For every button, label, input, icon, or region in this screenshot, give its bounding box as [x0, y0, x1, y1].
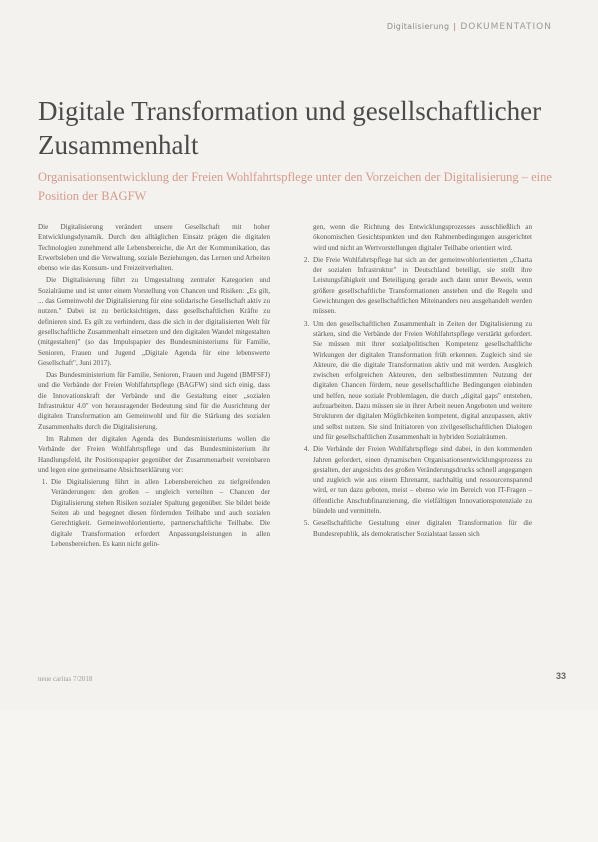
footer-journal: neue caritas 7/2018: [38, 675, 93, 683]
list-continuation: [300, 222, 532, 253]
paragraph: Das Bundesministerium für Familie, Senioren, Frauen und Jugend (BMFSFJ) und die Verbände der Freien Wohlfahrtspflege (BAGFW) sind sich einig, dass die Innovationskraft der Verbände und die Gestaltung einer „sozialen Infrastruktur 4.0" von herausragender Bedeutung sind für die Ausrichtung der digitalen Transformation am Gemeinwohl und für die Stärkung des sozialen Zusammenhalts durch die Digitalisierung.: [38, 371, 270, 431]
list-item: 2. Die Freie Wohlfahrtspflege hat sich an der gemeinwohlorientierten „Charta der sozialen Infrastruktur" in Deutschland beteiligt, sie stellt ihre Leistungsfähigkeit und Beteiligung gerade auch dann unter Beweis, wenn größere gesellschaftliche Transformationen anstehen und die Regeln und Gewichtungen des gesellschaftlichen Miteinanders neu ausgehandelt werden müssen.: [311, 255, 532, 317]
list-item: 3. Um den gesellschaftlichen Zusammenhalt in Zeiten der Digitalisierung zu stärken, sind die Verbände der Freien Wohlfahrtspflege verstärkt gefordert. Sie müssen mit ihrer sozialpolitischen Kompetenz gesellschaftliche Wirkungen der digitalen Transformation früh erkennen. Zugleich sind sie Akteure, die die digitale Transformation aktiv und mit werden. Ausgleich zwischen erfolgreichen Akteuren, den selbstbestimmten Nutzung der digitalen Chancen fördern, neue gesellschaftliche Bedingungen einbinden und helfen, neue soziale Problemlagen, die durch „digital gaps" entstehen, aufzuarbeiten. Dazu müssen sie in ihrer Arbeit neuen Angeboten und weitere Strukturen der digitalen Möglichkeiten kompetent, digital anzupassen, aktiv und selbst nutzen. Sie sind Initiatoren von zivilgesellschaftlichen Dialogen und für gesellschaftlichen Zusammenhalt in hybriden Sozialräumen.: [311, 319, 532, 443]
numbered-list: [38, 477, 270, 549]
running-header: [387, 22, 552, 32]
numbered-list: [300, 255, 532, 539]
list-item: 5. Gesellschaftliche Gestaltung einer digitalen Transformation für die Bundesrepublik, als demokratischer Sozialstaat lassen sich: [311, 518, 532, 539]
column-left: [38, 222, 270, 551]
header-separator: |: [453, 22, 457, 31]
column-right: [300, 222, 532, 541]
list-item: 4. Die Verbände der Freien Wohlfahrtspflege sind dabei, in den kommenden Jahren gefordert, einen dynamischen Organisationsentwicklungsprozess zu gestalten, der angesichts des großen Veränderungsdrucks schnell angegangen und zugleich wie aus einem Ehrenamt, nachhaltig und ressourcensparend wird, er tun dazu geboten, meist – ebenso wie im Bereich von IT-Fragen – öffentliche Anschubfinanzierung, die vielfältigen Innovationspotenziale zu bündeln und vermitteln.: [311, 444, 532, 516]
blank-area: [0, 710, 598, 842]
paragraph: Die Digitalisierung verändert unsere Gesellschaft mit hoher Entwicklungsdynamik. Durch den alltäglichen Einsatz prägen die digitalen Technologien zunehmend alle Lebensbereiche, die Art der Kommunikation, das Erwerbsleben und die Verwaltung, soziale Beziehungen, das Lernen und Arbeiten ebenso wie das Konsum- und Freizeitverhalten.: [38, 223, 270, 273]
header-section: Digitalisierung: [386, 22, 450, 31]
list-item: 1. Die Digitalisierung führt in allen Lebensbereichen zu tiefgreifenden Veränderungen: den großen – ungleich verteilten – Chancen der Digitalisierung stehen Risiken sozialer Spaltung gegenüber. Sie bildet beide Seiten ab und begegnet diesen fördernden Teilhabe und auch sozialen Gerechtigkeit. Gemeinwohlorientierte, partnerschaftliche Teilhabe. Die digitale Transformation erfordert Anpassungsleistungen in allen Lebensbereichen. Es kann nicht gelin-: [49, 477, 270, 549]
paragraph: Die Digitalisierung führt zu Umgestaltung zentraler Kategorien und Sozialräume und ist unter einem Vorstellung von Chancen und Risiken: „Es gilt, ... das Gemeinwohl der Digitalisierung für eine solidarische Gesellschaft aktiv zu nutzen." Dabei ist zu berücksichtigen, dass gesellschaftlichen Kräfte zu definieren sind. Es gilt zu verhindern, dass die sich in der digitalisierten Welt für gesellschaftliche Zusammenhalt einsetzen und den digitalen Wandel mitgestalten (mitgestalten)" (so das Impulspapier des Bundesministeriums für Familie, Senioren, Frauen und Jugend „Digitale Agenda für eine lebenswerte Gesellschaft", Juni 2017).: [38, 276, 270, 367]
header-label: DOKUMENTATION: [460, 22, 552, 32]
article-subtitle: Organisationsentwicklung der Freien Wohlfahrtspflege unter den Vorzeichen der Digitalisierung – eine Position der BAGFW: [38, 170, 552, 203]
article-title: Digitale Transformation und gesellschaftlicher Zusammenhalt: [38, 96, 542, 160]
paragraph: Im Rahmen der digitalen Agenda des Bundesministeriums wollen die Verbände der Freien Wohlfahrtspflege und das Bundesministerium ihr Handlungsfeld, ihr Positionspapier gegenüber der Zusammenarbeit vereinbaren und legen eine gemeinsame Absichtserklärung vor:: [38, 434, 270, 474]
list-item-continued: gen, wenn die Richtung des Entwicklungsprozesses ausschließlich an ökonomischen Gesichtspunkten und den Rahmenbedingungen ausgerichtet wird und nicht an Wertvorstellungen digitaler Teilhabe orientiert wird.: [313, 223, 532, 252]
page-number: 33: [555, 671, 566, 681]
